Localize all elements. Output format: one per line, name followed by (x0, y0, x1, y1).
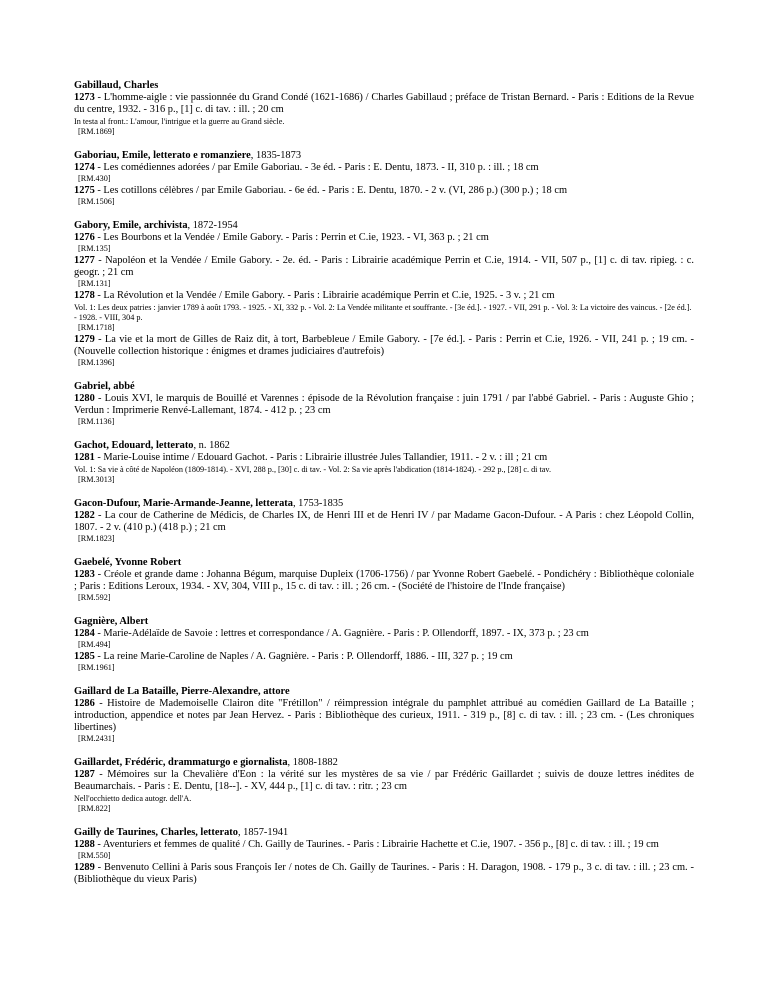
record-description: - L'homme-aigle : vie passionnée du Grand Condé (1621-1686) / Charles Gabillaud ; préface de Tristan Bernard. - Paris : Editions de la Revue du centre, 1932. - 316 p., [1] c. di tav. : ill. ; 20 cm (74, 92, 694, 115)
shelfmark: [RM.822] (78, 804, 111, 813)
record-entry (74, 452, 694, 464)
author-heading (74, 150, 694, 162)
record-number: 1289 (74, 862, 95, 873)
shelfmark: [RM.1136] (78, 417, 115, 426)
record-number: 1282 (74, 510, 95, 521)
record-number: 1285 (74, 651, 95, 662)
record-description: - La vie et la mort de Gilles de Raiz dit, à tort, Barbebleue / Emile Gabory. - [7e éd.]. - Paris : Perrin et C.ie, 1926. - VII, 241 p. ; 19 cm. - (Nouvelle collection historique : énigmes et drames judiciaires d'autrefois) (74, 334, 694, 357)
author-name: Gaboriau, Emile, letterato e romanziere (74, 150, 251, 161)
author-dates: , 1872-1954 (187, 220, 238, 231)
shelfmark: [RM.430] (78, 174, 111, 183)
author-name: Gabriel, abbé (74, 381, 135, 392)
author-entry (74, 80, 694, 137)
record-number: 1284 (74, 628, 95, 639)
shelfmark: [RM.1961] (78, 663, 115, 672)
record-description: - Louis XVI, le marquis de Bouillé et Varennes : épisode de la Révolution française : juin 1791 / par l'abbé Gabriel. - Paris : Auguste Ghio ; Verdun : Imprimerie Renvé-Lallemant, 1874. - 412 p. ; 23 cm (74, 393, 694, 416)
record-note: Vol. 1: Les deux patries : janvier 1789 à août 1793. - 1925. - XI, 332 p. - Vol. 2: La Vendée militante et souffrante. - [3e éd.]. - 1927. - VII, 291 p. - Vol. 3: La victoire des vaincus. - [2e éd.]. - 1928. - VIII, 304 p. (74, 303, 692, 322)
shelfmark: [RM.131] (78, 279, 111, 288)
record-description: - La Révolution et la Vendée / Emile Gabory. - Paris : Librairie académique Perrin et C.ie, 1925. - 3 v. ; 21 cm (94, 290, 555, 301)
record-entry (74, 698, 694, 734)
author-name: Gaillard de La Bataille, Pierre-Alexandre, attore (74, 686, 290, 697)
author-heading (74, 220, 694, 232)
record-number: 1287 (74, 769, 95, 780)
record-note: Nell'occhietto dedica autogr. dell'A. (74, 794, 192, 803)
record-entry (74, 651, 694, 663)
author-heading (74, 381, 694, 393)
author-entry (74, 616, 694, 673)
record-entry (74, 185, 694, 197)
record-note: In testa al front.: L'amour, l'intrigue et la guerre au Grand siècle. (74, 117, 285, 126)
author-dates: , n. 1862 (193, 440, 230, 451)
record-entry (74, 769, 694, 793)
author-heading (74, 757, 694, 769)
author-heading (74, 498, 694, 510)
record-number: 1283 (74, 569, 95, 580)
record-entry (74, 393, 694, 417)
record-description: - Les Bourbons et la Vendée / Emile Gabory. - Paris : Perrin et C.ie, 1923. - VI, 363 p. ; 21 cm (94, 232, 489, 243)
shelfmark: [RM.592] (78, 593, 111, 602)
author-entry (74, 686, 694, 744)
author-name: Gaebelé, Yvonne Robert (74, 557, 182, 568)
shelfmark: [RM.1718] (78, 323, 115, 332)
record-number: 1275 (74, 185, 95, 196)
author-heading (74, 440, 694, 452)
shelfmark: [RM.494] (78, 640, 111, 649)
shelfmark: [RM.3013] (78, 475, 115, 484)
record-number: 1278 (74, 290, 95, 301)
author-dates: , 1808-1882 (287, 757, 338, 768)
record-note: Vol. 1: Sa vie à côté de Napoléon (1809-1814). - XVI, 288 p., [30] c. di tav. - Vol. 2: Sa vie après l'abdication (1814-1824). - 292 p., [28] c. di tav. (74, 465, 552, 474)
record-entry (74, 162, 694, 174)
author-heading (74, 557, 694, 569)
shelfmark: [RM.1506] (78, 197, 115, 206)
shelfmark: [RM.550] (78, 851, 111, 860)
shelfmark: [RM.1823] (78, 534, 115, 543)
catalog-page (74, 80, 694, 899)
shelfmark: [RM.1396] (78, 358, 115, 367)
record-description: - Les cotillons célèbres / par Emile Gaboriau. - 6e éd. - Paris : E. Dentu, 1870. - 2 v. (VI, 286 p.) (300 p.) ; 18 cm (94, 185, 568, 196)
author-dates: , 1835-1873 (250, 150, 302, 161)
author-name: Gachot, Edouard, letterato (74, 440, 194, 451)
record-number: 1280 (74, 393, 95, 404)
record-entry (74, 92, 694, 116)
record-description: - Marie-Louise intime / Edouard Gachot. - Paris : Librairie illustrée Jules Tallandier, 1911. - 2 v. : ill ; 21 cm (94, 452, 548, 463)
author-name: Gacon-Dufour, Marie-Armande-Jeanne, letterata (74, 498, 293, 509)
author-name: Gabory, Emile, archivista (74, 220, 188, 231)
record-description: - Aventuriers et femmes de qualité / Ch. Gailly de Taurines. - Paris : Librairie Hachette et C.ie, 1907. - 356 p., [8] c. di tav. : ill. ; 19 cm (94, 839, 659, 850)
record-entry (74, 510, 694, 534)
record-number: 1288 (74, 839, 95, 850)
record-entry (74, 839, 694, 851)
shelfmark: [RM.2431] (78, 734, 115, 743)
author-dates: , 1753-1835 (292, 498, 344, 509)
record-number: 1277 (74, 255, 95, 266)
record-entry (74, 232, 694, 244)
record-entry (74, 255, 694, 279)
shelfmark: [RM.135] (78, 244, 111, 253)
record-entry (74, 569, 694, 593)
record-description: - La cour de Catherine de Médicis, de Charles IX, de Henri III et de Henri IV / par Madame Gacon-Dufour. - A Paris : chez Léopold Collin, 1807. - 2 v. (410 p.) (418 p.) ; 21 cm (74, 510, 694, 533)
author-dates: , 1857-1941 (237, 827, 289, 838)
record-description: - La reine Marie-Caroline de Naples / A. Gagnière. - Paris : P. Ollendorff, 1886. - III, 327 p. ; 19 cm (94, 651, 513, 662)
author-entry (74, 220, 694, 368)
record-description: - Histoire de Mademoiselle Clairon dite "Frétillon" / réimpression intégrale du pamphlet attribué au comédien Gaillard de La Bataille ; introduction, appendice et notes par Jean Hervez. - Paris : Bibliothèque des curieux, 1911. - 319 p., [8] c. di tav. : ill. ; 23 cm. - (Les chroniques libertines) (74, 698, 694, 733)
record-entry (74, 628, 694, 640)
author-entry (74, 557, 694, 603)
record-number: 1281 (74, 452, 95, 463)
record-description: - Mémoires sur la Chevalière d'Eon : la vérité sur les mystères de sa vie / par Frédéric Gaillardet ; suivis de douze lettres inédites de Beaumarchais. - Paris : E. Dentu, [18--]. - XV, 444 p., [1] c. di tav. : ritr. ; 23 cm (74, 769, 694, 792)
record-number: 1274 (74, 162, 95, 173)
author-entry (74, 498, 694, 544)
author-heading (74, 686, 694, 698)
record-description: - Marie-Adélaïde de Savoie : lettres et correspondance / A. Gagnière. - Paris : P. Ollendorff, 1897. - IX, 373 p. ; 23 cm (94, 628, 589, 639)
author-name: Gailly de Taurines, Charles, letterato (74, 827, 238, 838)
record-entry (74, 334, 694, 358)
author-heading (74, 827, 694, 839)
record-entry (74, 290, 694, 302)
shelfmark: [RM.1869] (78, 127, 115, 136)
author-entry (74, 827, 694, 886)
author-entry (74, 381, 694, 427)
record-description: - Créole et grande dame : Johanna Bégum, marquise Dupleix (1706-1756) / par Yvonne Robert Gaebelé. - Pondichéry : Bibliothèque coloniale ; Paris : Editions Leroux, 1934. - XV, 304, VIII p., 15 c. di tav. : ill. ; 26 cm. - (Société de l'histoire de l'Inde française) (74, 569, 694, 592)
author-entry (74, 757, 694, 814)
record-number: 1276 (74, 232, 95, 243)
author-name: Gabillaud, Charles (74, 80, 159, 91)
author-name: Gagnière, Albert (74, 616, 149, 627)
author-entry (74, 150, 694, 207)
author-heading (74, 80, 694, 92)
record-number: 1279 (74, 334, 95, 345)
record-description: - Les comédiennes adorées / par Emile Gaboriau. - 3e éd. - Paris : E. Dentu, 1873. - II, 310 p. : ill. ; 18 cm (94, 162, 539, 173)
record-number: 1273 (74, 92, 95, 103)
author-heading (74, 616, 694, 628)
author-name: Gaillardet, Frédéric, drammaturgo e giornalista (74, 757, 288, 768)
record-description: - Napoléon et la Vendée / Emile Gabory. - 2e. éd. - Paris : Librairie académique Perrin et C.ie, 1914. - VII, 507 p., [1] c. di tav. ripieg. : c. geogr. ; 21 cm (74, 255, 694, 278)
author-entry (74, 440, 694, 485)
record-description: - Benvenuto Cellini à Paris sous François Ier / notes de Ch. Gailly de Taurines. - Paris : H. Daragon, 1908. - 179 p., 3 c. di tav. : ill. ; 23 cm. - (Bibliothèque du vieux Paris) (74, 862, 694, 885)
record-number: 1286 (74, 698, 95, 709)
record-entry (74, 862, 694, 886)
